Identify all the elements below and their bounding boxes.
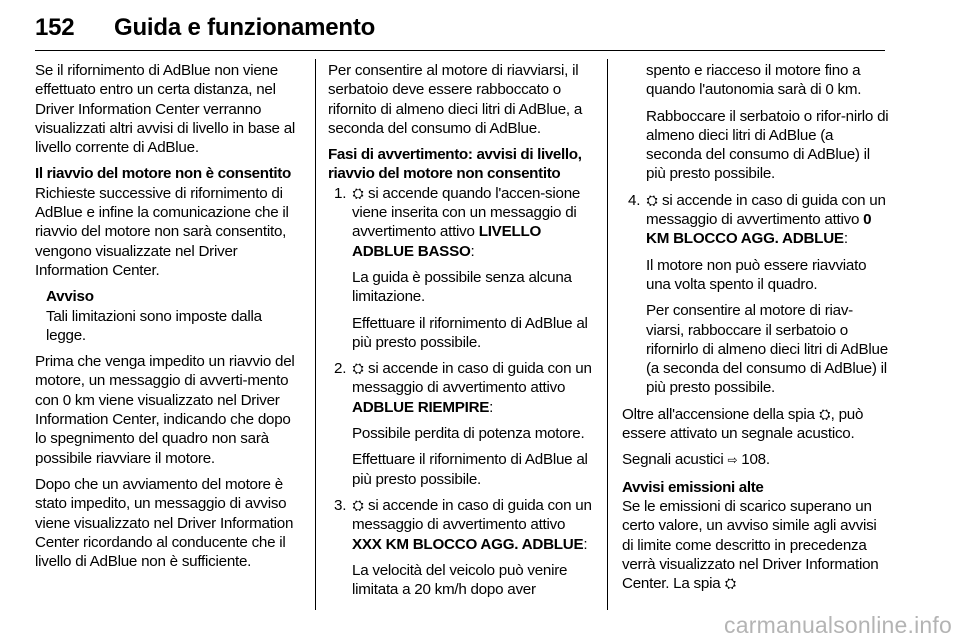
cross-reference-arrow-icon: ⇨ xyxy=(727,453,738,468)
item-detail: Possibile perdita di potenza motore. xyxy=(352,425,585,443)
column-divider-1 xyxy=(315,59,316,610)
note-box xyxy=(35,287,305,345)
item-detail: Effettuare il rifornimento di AdBlue al più presto possibile. xyxy=(352,451,588,488)
paragraph: Dopo che un avviamento del motore è stato impedito, un messaggio di avviso viene visualizzato nel Driver Information Center ricordando al conducente che il livello di AdBlue non è sufficiente. xyxy=(35,475,294,571)
column-2 xyxy=(328,61,594,606)
item-text: si accende in caso di guida con un messaggio di avvertimento attivo xyxy=(352,496,592,534)
adblue-warning-icon: ⛭ xyxy=(724,575,736,592)
item-detail: spento e riacceso il motore fino a quando l'autonomia sarà di 0 km. xyxy=(646,62,862,99)
adblue-warning-icon: ⛭ xyxy=(646,191,658,208)
message-text: 0 KM BLOCCO AGG. ADBLUE xyxy=(646,211,872,248)
list-number: 2. xyxy=(334,360,347,378)
paragraph: Richieste successive di rifornimento di AdBlue e infine la comunicazione che il riavvio del motore non sarà consentito, vengono visualizzate nel Driver Information Center. xyxy=(35,184,289,279)
paragraph: Prima che venga impedito un riavvio del motore, un messaggio di avverti-mento con 0 km viene visualizzato nel Driver Information Center, indicando che dopo lo spegnimento del quadro non sarà possibile riavviare il motore. xyxy=(35,353,295,467)
paragraph: Se le emissioni di scarico superano un certo valore, un avviso simile agli avvisi di limite come descritto in precedenza verrà visualizzato nel Driver Information Center. La spia ⛭ xyxy=(622,497,879,593)
header-rule xyxy=(35,50,885,51)
paragraph: Oltre all'accensione della spia ⛭, può essere attivato un segnale acustico. xyxy=(622,405,864,443)
list-number: 1. xyxy=(334,184,347,202)
list-item-continued xyxy=(622,61,890,184)
list-item: 4. ⛭ si accende in caso di guida con un messaggio di avvertimento attivo 0 KM BLOCCO AGG. ADBLUE: Il motore non può essere riavviato una volta spento il quadro. Per consentire al motore di riav-viarsi, rabboccare il serbatoio o rifornirlo di almeno dieci litri di AdBlue (a seconda del consumo di AdBlue) il più presto possibile. xyxy=(622,191,890,398)
message-text: ADBLUE RIEMPIRE xyxy=(352,398,490,416)
list-item: 3. ⛭ si accende in caso di guida con un messaggio di avvertimento attivo XXX KM BLOCCO AGG. ADBLUE: La velocità del veicolo può venire limitata a 20 km/h dopo aver xyxy=(328,496,594,599)
column-3 xyxy=(622,61,890,600)
section-heading: Avvisi emissioni alte xyxy=(622,478,764,496)
list-item: 2. ⛭ si accende in caso di guida con un messaggio di avvertimento attivo ADBLUE RIEMPIRE: Possibile perdita di potenza motore. Effettuare il rifornimento di AdBlue al più presto possibile. xyxy=(328,359,594,489)
message-text: LIVELLO ADBLUE BASSO xyxy=(352,223,542,260)
item-detail: Rabboccare il serbatoio o rifor-nirlo di almeno dieci litri di AdBlue (a seconda del consumo di AdBlue) il più presto possibile. xyxy=(646,107,889,183)
paragraph: Segnali acustici ⇨ 108. xyxy=(622,451,770,469)
item-detail: Per consentire al motore di riav-viarsi, rabboccare il serbatoio o rifornirlo di almeno dieci litri di AdBlue (a seconda del consumo di AdBlue) il più presto possibile. xyxy=(646,302,888,397)
adblue-warning-icon: ⛭ xyxy=(352,496,364,513)
list-number: 3. xyxy=(334,496,347,514)
adblue-warning-icon: ⛭ xyxy=(352,360,364,377)
page-number: 152 xyxy=(35,14,75,41)
adblue-warning-icon: ⛭ xyxy=(819,405,831,422)
section-heading: Il riavvio del motore non è consentito xyxy=(35,165,291,183)
adblue-warning-icon: ⛭ xyxy=(352,184,364,201)
item-detail: Effettuare il rifornimento di AdBlue al più presto possibile. xyxy=(352,314,588,351)
item-text: si accende quando l'accen-sione viene inserita con un messaggio di avvertimento attivo xyxy=(352,184,581,241)
page-reference-link[interactable]: 108. xyxy=(737,451,770,469)
item-text: si accende in caso di guida con un messaggio di avvertimento attivo xyxy=(646,191,886,229)
column-1 xyxy=(35,61,305,578)
section-heading: Fasi di avvertimento: avvisi di livello, riavvio del motore non consentito xyxy=(328,146,582,183)
paragraph: Per consentire al motore di riavviarsi, il serbatoio deve essere rabboccato o rifornito di almeno dieci litri di AdBlue, a seconda del consumo di AdBlue. xyxy=(328,62,583,137)
column-divider-2 xyxy=(607,59,608,610)
note-text: Tali limitazioni sono imposte dalla legge. xyxy=(46,307,262,344)
item-text: si accende in caso di guida con un messaggio di avvertimento attivo xyxy=(352,360,592,397)
paragraph: Se il rifornimento di AdBlue non viene effettuato entro un certa distanza, nel Driver Information Center verranno visualizzati altri avvisi di livello in base al livello corrente di AdBlue. xyxy=(35,62,296,157)
item-detail: La guida è possibile senza alcuna limitazione. xyxy=(352,268,572,306)
item-detail: Il motore non può essere riavviato una volta spento il quadro. xyxy=(646,256,867,293)
list-item: 1. ⛭ si accende quando l'accen-sione viene inserita con un messaggio di avvertimento attivo LIVELLO ADBLUE BASSO: La guida è possibile senza alcuna limitazione. Effettuare il rifornimento di AdBlue al più presto possibile. xyxy=(328,184,594,352)
list-number: 4. xyxy=(628,191,641,209)
page-header xyxy=(35,5,885,49)
note-title: Avviso xyxy=(46,288,94,306)
message-text: XXX KM BLOCCO AGG. ADBLUE xyxy=(352,535,584,553)
item-detail: La velocità del veicolo può venire limitata a 20 km/h dopo aver xyxy=(352,561,568,599)
watermark: carmanualsonline.info xyxy=(724,612,952,638)
page-title: Guida e funzionamento xyxy=(114,14,376,41)
